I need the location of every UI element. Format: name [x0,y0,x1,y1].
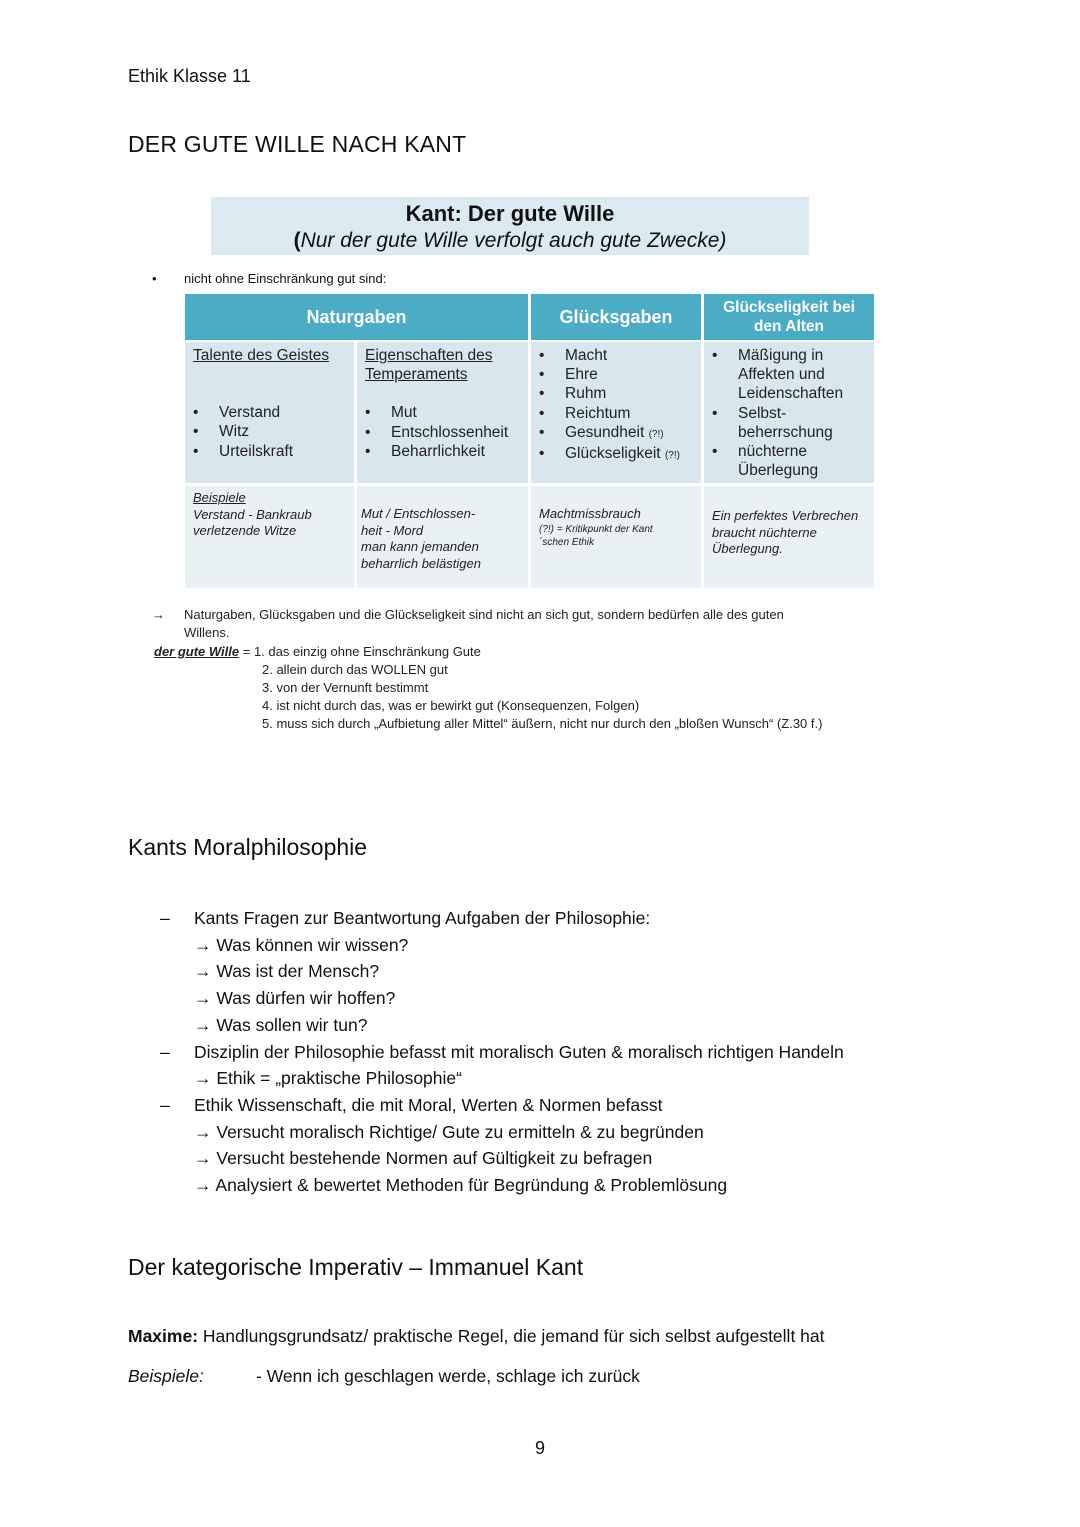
list-item: • Witz [193,422,346,441]
arrow-icon: → [152,607,165,622]
cell-alten [704,342,874,483]
sub-item: → Was sollen wir tun? [194,1014,368,1035]
list-item: • Mut [365,403,520,422]
example-line: heit - Mord [361,522,424,538]
cell-gluecksgaben [531,342,701,483]
good-will-point: 5. muss sich durch „Aufbietung aller Mittel“ äußern, nicht nur durch den „bloßen Wunsch“ (Z.30 f.) [262,716,823,731]
cell-example-3 [531,486,701,588]
item-text: Disziplin der Philosophie befasst mit moralisch Guten & moralisch richtigen Handeln [194,1041,844,1062]
header-glueckseligkeit: Glückseligkeit bei den Alten [704,294,874,340]
sub-item: → Was ist der Mensch? [194,961,380,982]
good-will-label: der gute Wille [154,644,240,659]
example-line: Ein perfektes Verbrechen braucht nüchterne Überlegung. [712,508,859,556]
list-item [128,905,948,932]
list-item: • Reichtum [539,404,693,423]
header-gluecksgaben: Glücksgaben [531,294,701,340]
figure-title-box [211,197,809,255]
item-text: Ethik Wissenschaft, die mit Moral, Werten & Normen befasst [194,1094,663,1115]
cell-example-1 [185,486,354,588]
sub-item: → Ethik = „praktische Philosophie“ [194,1068,462,1089]
good-will-definition [154,643,874,733]
examples-label: Beispiele [193,490,246,505]
list-item [539,423,693,444]
list-item: • Entschlossenheit [365,423,520,442]
list-item: • Ehre [539,365,693,384]
maxime-definition [128,1326,825,1347]
subtitle-open-paren: ( [293,229,301,252]
cell-example-2 [357,486,528,588]
subtitle-text: Nur der gute Wille verfolgt auch gute Zwecke) [300,229,727,252]
critique-mark: (?!) [648,428,664,440]
list-item [128,1039,948,1066]
critique-mark: (?!) [664,450,680,462]
list-item: • Beharrlichkeit [365,442,520,461]
cell-temperament [357,342,528,483]
section-title-moral: Kants Moralphilosophie [128,834,368,860]
sub-item: → Was können wir wissen? [194,934,409,955]
beispiele-label: Beispiele: [128,1366,204,1386]
example-line: beharrlich belästigen [361,555,481,571]
moral-list [128,905,948,1199]
good-will-point: 4. ist nicht durch das, was er bewirkt gut (Konsequenzen, Folgen) [262,698,640,713]
list-item: • Verstand [193,403,346,422]
bullet-marker: • [152,271,157,286]
good-will-point: 2. allein durch das WOLLEN gut [262,662,448,677]
list-item: • Macht [539,346,693,365]
gifts-table [185,294,874,588]
list-item: • Ruhm [539,384,693,403]
section-title-kat: Der kategorische Imperativ – Immanuel Kant [128,1254,584,1280]
sub-item: → Versucht moralisch Richtige/ Gute zu ermitteln & zu begründen [194,1121,704,1142]
figure-subtitle [211,229,809,253]
dash-marker: – [160,908,170,928]
maxime-label: Maxime: [128,1326,199,1346]
sub-item: → Was dürfen wir hoffen? [194,988,396,1009]
example-line: Mut / Entschlossen- [361,506,476,521]
item-text: Gesundheit [565,423,645,441]
temperament-heading: Eigenschaften des Temperaments [365,347,493,384]
list-item [539,444,693,465]
document-header: Ethik Klasse 11 [128,66,251,86]
dash-marker: – [160,1041,170,1062]
example-line: man kann jemanden [361,539,479,554]
header-naturgaben: Naturgaben [185,294,528,340]
beispiele-text: - Wenn ich geschlagen werde, schlage ich zurück [256,1366,640,1386]
critique-note: (?!) = Kritikpunkt der Kant´schen Ethik [539,523,653,548]
talente-heading: Talente des Geistes [193,347,330,364]
dash-marker: – [160,1094,170,1115]
item-text: Kants Fragen zur Beantwortung Aufgaben der Philosophie: [194,908,651,928]
list-item [128,1092,948,1119]
main-title: DER GUTE WILLE NACH KANT [128,131,467,157]
arrow-note-text: Naturgaben, Glücksgaben und die Glückseligkeit sind nicht an sich gut, sondern bedürfen alle des guten Willens. [184,607,784,640]
list-item: • nüchterne Überlegung [712,442,866,480]
figure-title: Kant: Der gute Wille [405,201,615,226]
good-will-point: 3. von der Vernunft bestimmt [262,680,429,695]
good-will-eq: = [239,644,254,659]
sub-item: → Versucht bestehende Normen auf Gültigkeit zu befragen [194,1148,653,1169]
page-number: 9 [534,1438,545,1458]
example-line: verletzende Witze [193,523,297,538]
maxime-text: Handlungsgrundsatz/ praktische Regel, die jemand für sich selbst aufgestellt hat [198,1326,825,1346]
example-line: Machtmissbrauch [539,506,641,521]
list-item: • Urteilskraft [193,442,346,461]
example-line: Verstand - Bankraub [193,506,312,522]
cell-example-4 [704,486,874,588]
item-text: Glückseligkeit [565,445,661,463]
good-will-point: 1. das einzig ohne Einschränkung Gute [253,644,481,659]
sub-item: → Analysiert & bewertet Methoden für Begründung & Problemlösung [194,1175,728,1196]
list-item: • Selbst-beherrschung [712,404,866,442]
list-item: • Mäßigung in Affekten und Leidenschaften [712,346,866,404]
cell-talente [185,342,354,483]
bullet-intro-text: nicht ohne Einschränkung gut sind: [184,271,387,286]
